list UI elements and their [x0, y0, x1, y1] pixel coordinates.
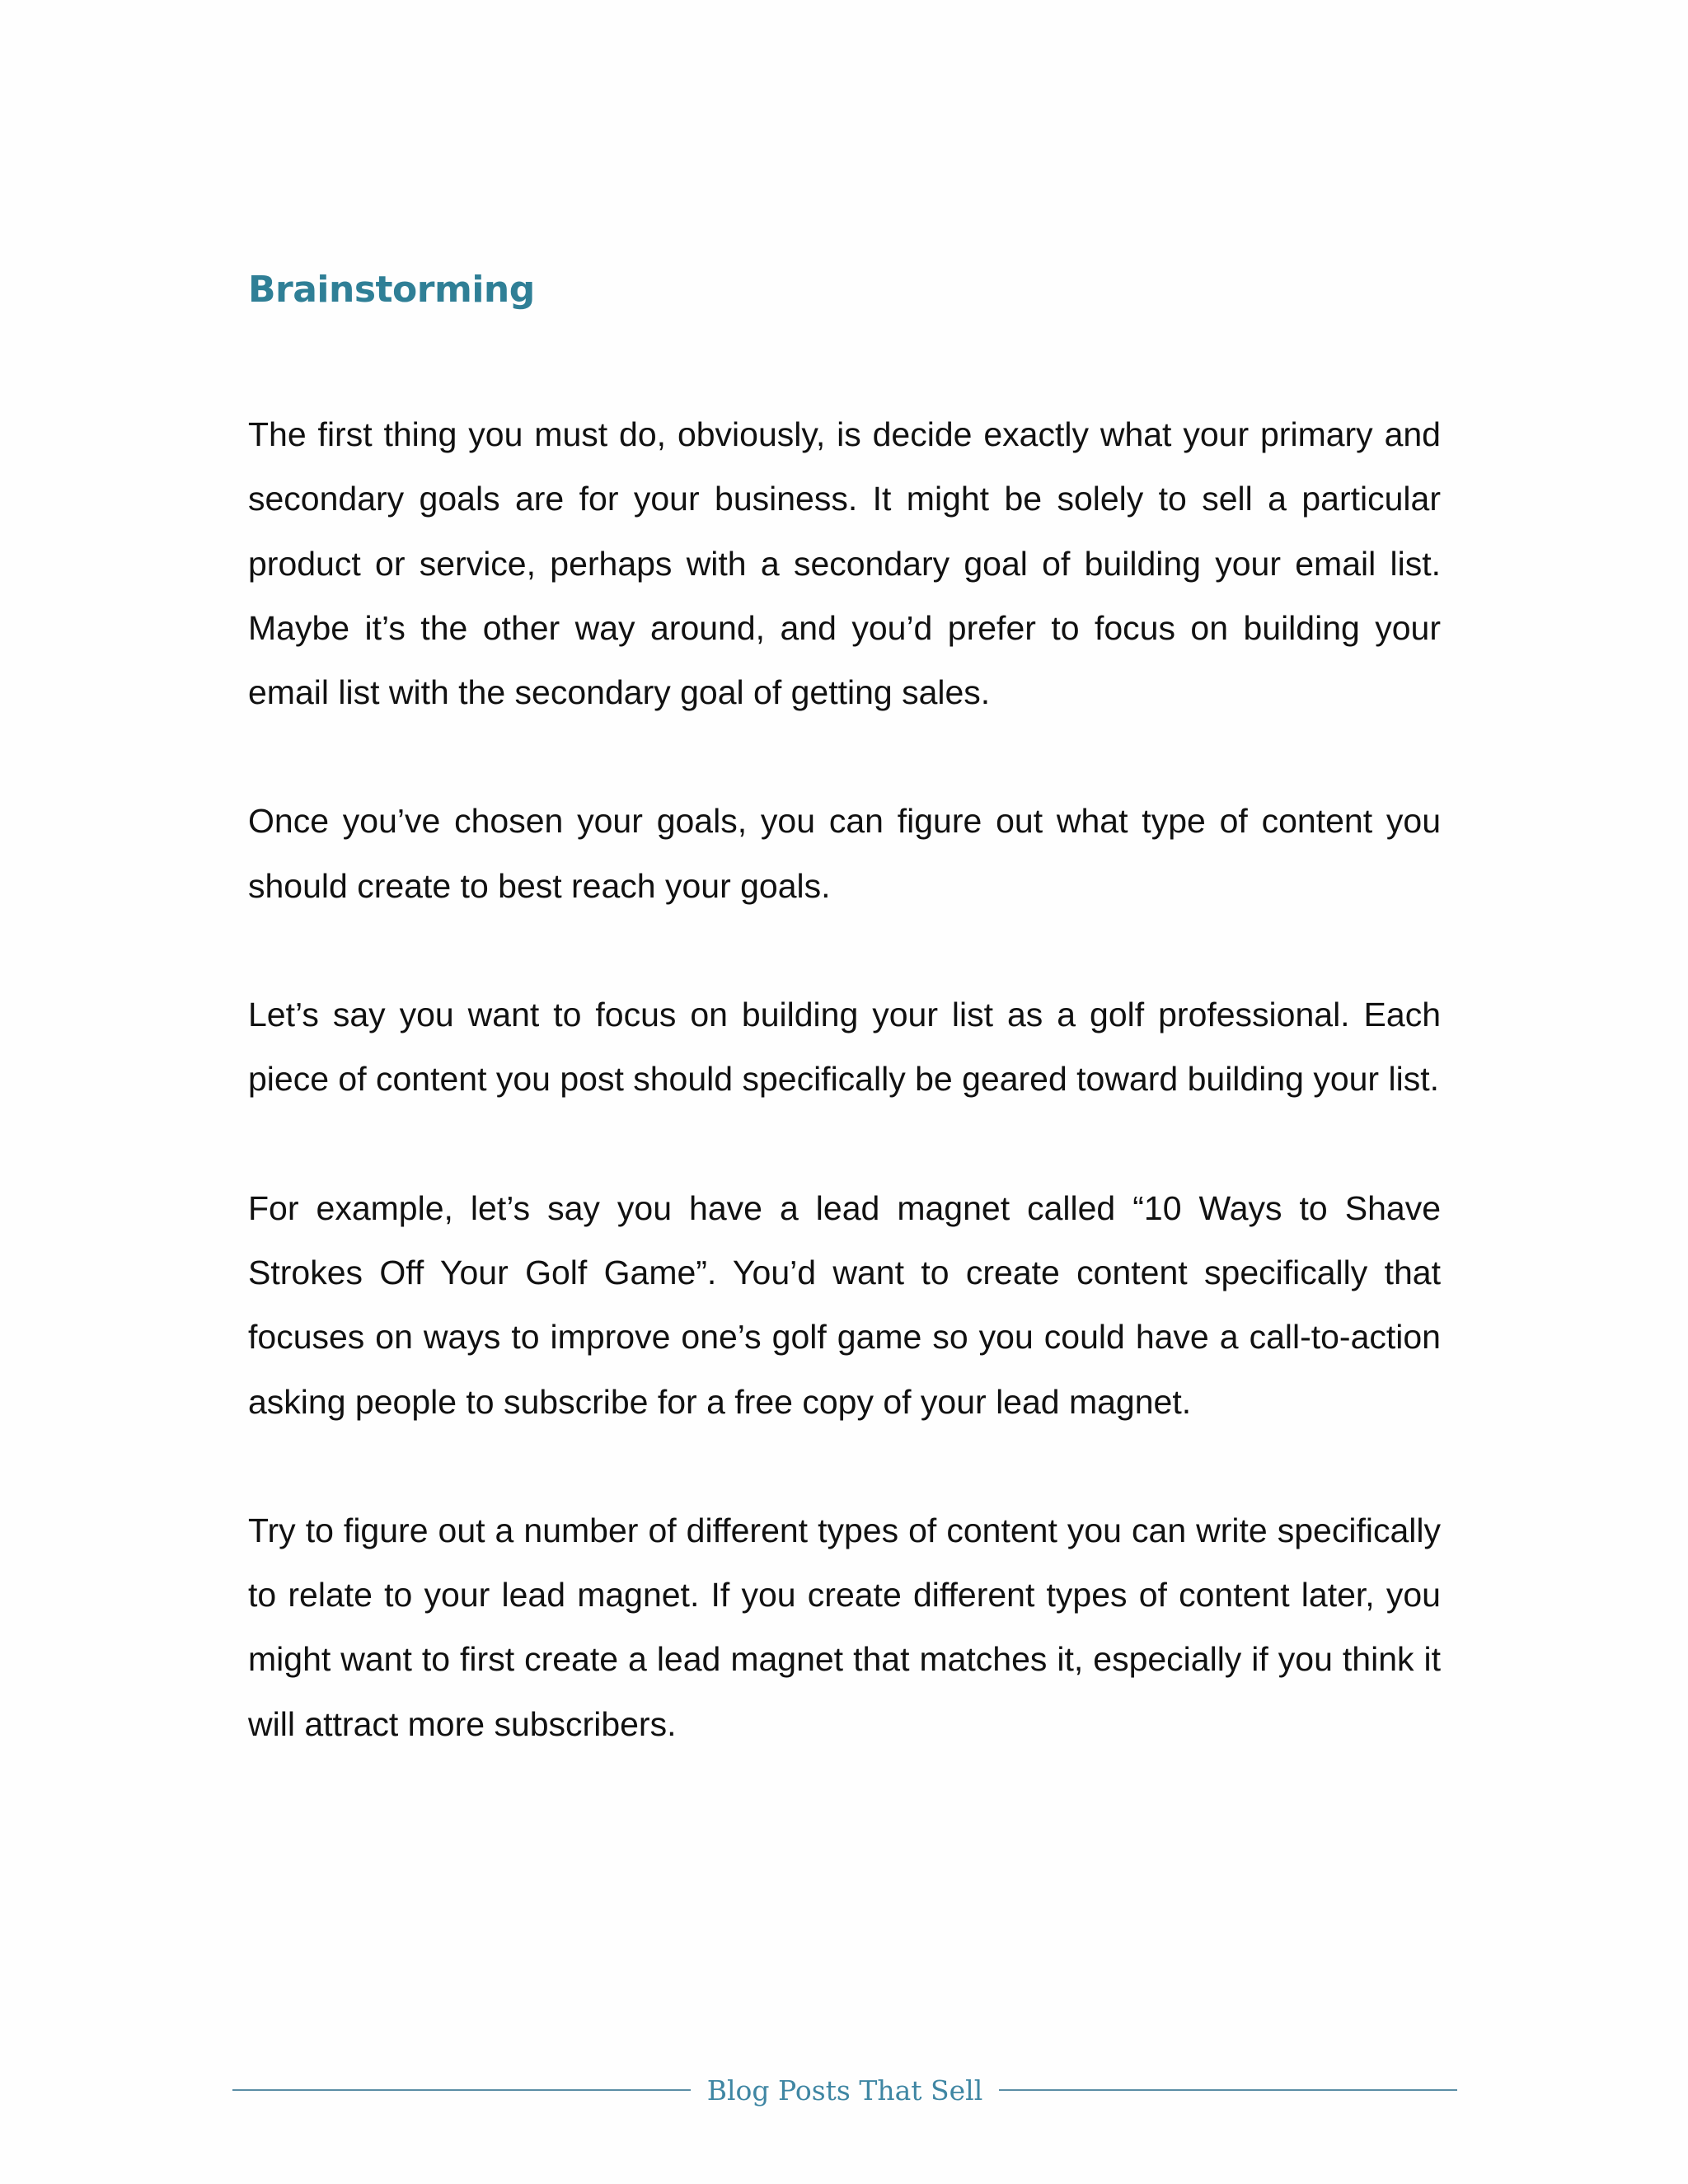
- paragraph: Let’s say you want to focus on building your list as a golf professional. Each piece of content you post should specifically be geared toward building your list.: [248, 996, 1441, 1099]
- body-text: [248, 402, 1441, 1821]
- footer-rule-left: [232, 2089, 691, 2091]
- footer-title: Blog Posts That Sell: [706, 2074, 983, 2107]
- page-footer: [232, 2065, 1457, 2115]
- paragraph: For example, let’s say you have a lead magnet called “10 Ways to Shave Strokes Off Your Golf Game”. You’d want to create content specifically that focuses on ways to improve one’s golf game so you could have a call-to-action asking people to subscribe for a free copy of your lead magnet.: [248, 1188, 1441, 1421]
- footer-rule-right: [999, 2089, 1457, 2091]
- paragraph: Try to figure out a number of different types of content you can write specifically to relate to your lead magnet. If you create different types of content later, you might want to first create a lead magnet that matches it, especially if you think it will attract more subscribers.: [248, 1511, 1441, 1743]
- section-heading: Brainstorming: [248, 269, 535, 311]
- paragraph: Once you’ve chosen your goals, you can figure out what type of content you should create to best reach your goals.: [248, 802, 1441, 905]
- paragraph: The first thing you must do, obviously, is decide exactly what your primary and secondary goals are for your business. It might be solely to sell a particular product or service, perhaps with a secondary goal of building your email list. Maybe it’s the other way around, and you’d prefer to focus on building your email list with the secondary goal of getting sales.: [248, 415, 1441, 712]
